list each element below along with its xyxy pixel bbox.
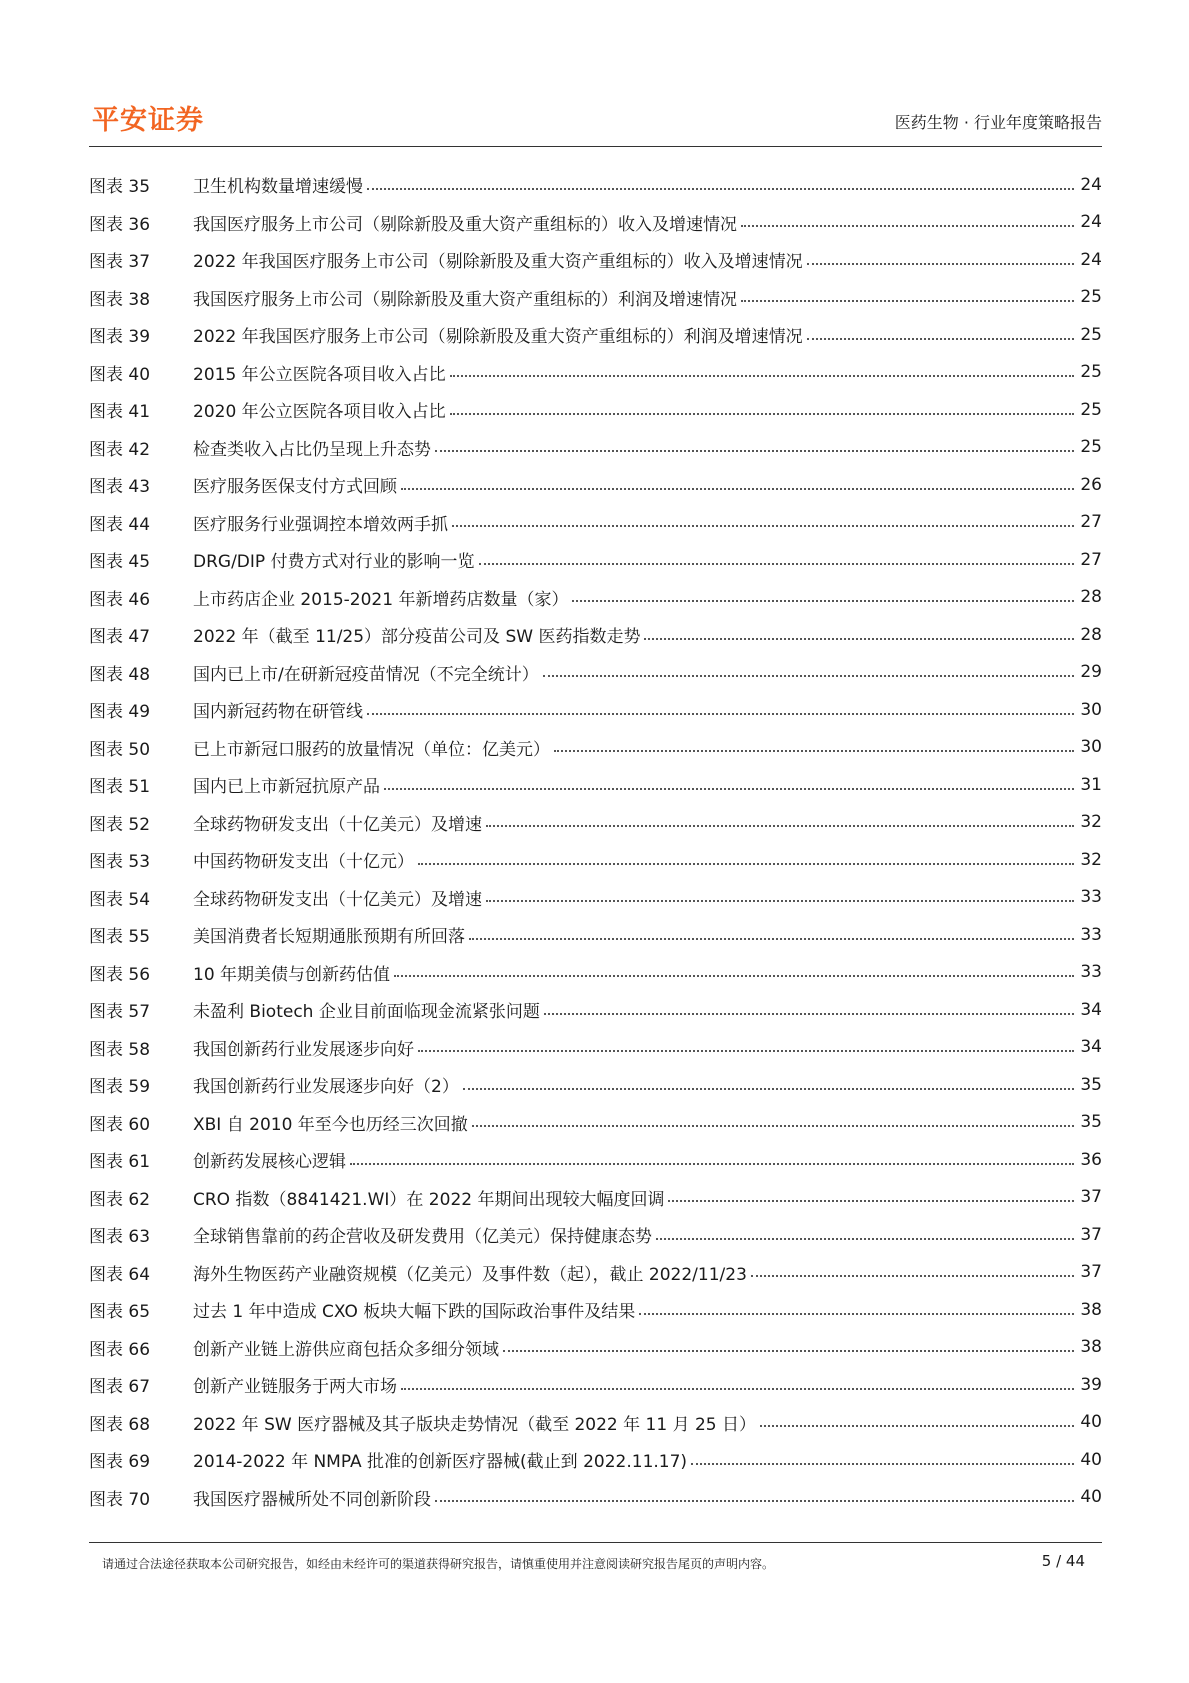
toc-dot-leader bbox=[367, 713, 1074, 715]
toc-entry-title: 医疗服务行业强调控本增效两手抓 bbox=[193, 514, 448, 535]
toc-dot-leader bbox=[656, 1238, 1074, 1240]
toc-dot-leader bbox=[543, 675, 1074, 677]
toc-entry[interactable] bbox=[89, 804, 1102, 842]
toc-entry[interactable] bbox=[89, 541, 1102, 579]
toc-entry-label: 图表 41 bbox=[89, 402, 151, 423]
toc-entry[interactable] bbox=[89, 279, 1102, 317]
toc-entry-title: DRG/DIP 付费方式对行业的影响一览 bbox=[193, 552, 475, 573]
toc-entry-label: 图表 37 bbox=[89, 252, 151, 273]
toc-dot-leader bbox=[450, 375, 1074, 377]
toc-entry-title: 我国医疗服务上市公司（剔除新股及重大资产重组标的）收入及增速情况 bbox=[193, 214, 737, 235]
toc-entry[interactable] bbox=[89, 241, 1102, 279]
toc-entry-label: 图表 35 bbox=[89, 177, 151, 198]
toc-entry-title: 国内已上市新冠抗原产品 bbox=[193, 777, 380, 798]
toc-entry-page: 31 bbox=[1080, 774, 1102, 795]
page-header bbox=[89, 98, 1102, 146]
toc-entry-page: 30 bbox=[1080, 737, 1102, 758]
toc-entry-title: 医疗服务医保支付方式回顾 bbox=[193, 477, 397, 498]
toc-entry-page: 33 bbox=[1080, 887, 1102, 908]
toc-dot-leader bbox=[691, 1463, 1074, 1465]
toc-entry[interactable] bbox=[89, 579, 1102, 617]
toc-entry[interactable] bbox=[89, 1104, 1102, 1142]
toc-entry-label: 图表 52 bbox=[89, 814, 151, 835]
toc-entry[interactable] bbox=[89, 991, 1102, 1029]
toc-dot-leader bbox=[435, 1500, 1074, 1502]
toc-entry-title: 国内已上市/在研新冠疫苗情况（不完全统计） bbox=[193, 664, 539, 685]
toc-entry-title: 国内新冠药物在研管线 bbox=[193, 702, 363, 723]
toc-entry-label: 图表 70 bbox=[89, 1489, 151, 1510]
toc-entry-page: 25 bbox=[1080, 362, 1102, 383]
toc-entry-page: 29 bbox=[1080, 662, 1102, 683]
toc-entry-title: 已上市新冠口服药的放量情况（单位：亿美元） bbox=[193, 739, 550, 760]
toc-entry-label: 图表 51 bbox=[89, 777, 151, 798]
header-divider bbox=[89, 146, 1102, 147]
toc-entry-label: 图表 63 bbox=[89, 1227, 151, 1248]
toc-entry-title: CRO 指数（8841421.WI）在 2022 年期间出现较大幅度回调 bbox=[193, 1189, 665, 1210]
toc-entry[interactable] bbox=[89, 1066, 1102, 1104]
toc-entry-title: 2015 年公立医院各项目收入占比 bbox=[193, 364, 446, 385]
toc-dot-leader bbox=[544, 1013, 1074, 1015]
toc-entry-title: 卫生机构数量增速缓慢 bbox=[193, 177, 363, 198]
toc-entry[interactable] bbox=[89, 354, 1102, 392]
toc-entry-label: 图表 43 bbox=[89, 477, 151, 498]
toc-entry[interactable] bbox=[89, 204, 1102, 242]
footer-divider bbox=[89, 1542, 1102, 1543]
toc-dot-leader bbox=[435, 450, 1074, 452]
toc-entry[interactable] bbox=[89, 1254, 1102, 1292]
toc-entry-label: 图表 38 bbox=[89, 289, 151, 310]
toc-entry-title: 全球药物研发支出（十亿美元）及增速 bbox=[193, 889, 482, 910]
toc-entry-label: 图表 67 bbox=[89, 1377, 151, 1398]
toc-dot-leader bbox=[350, 1163, 1074, 1165]
toc-entry-page: 33 bbox=[1080, 962, 1102, 983]
toc-entry-label: 图表 46 bbox=[89, 589, 151, 610]
toc-entry[interactable] bbox=[89, 729, 1102, 767]
toc-entry-title: 创新药发展核心逻辑 bbox=[193, 1152, 346, 1173]
toc-dot-leader bbox=[367, 188, 1074, 190]
toc-entry-title: 我国创新药行业发展逐步向好（2） bbox=[193, 1077, 459, 1098]
toc-entry-title: 创新产业链上游供应商包括众多细分领域 bbox=[193, 1339, 499, 1360]
toc-dot-leader bbox=[503, 1350, 1074, 1352]
toc-entry[interactable] bbox=[89, 466, 1102, 504]
toc-entry[interactable] bbox=[89, 1404, 1102, 1442]
toc-entry-label: 图表 48 bbox=[89, 664, 151, 685]
toc-dot-leader bbox=[418, 1050, 1074, 1052]
toc-entry-label: 图表 50 bbox=[89, 739, 151, 760]
toc-entry-title: XBI 自 2010 年至今也历经三次回撤 bbox=[193, 1114, 468, 1135]
toc-entry[interactable] bbox=[89, 954, 1102, 992]
toc-dot-leader bbox=[401, 488, 1074, 490]
toc-entry-title: 我国医疗器械所处不同创新阶段 bbox=[193, 1489, 431, 1510]
toc-entry[interactable] bbox=[89, 316, 1102, 354]
toc-entry-label: 图表 69 bbox=[89, 1452, 151, 1473]
toc-entry[interactable] bbox=[89, 1141, 1102, 1179]
toc-entry-title: 创新产业链服务于两大市场 bbox=[193, 1377, 397, 1398]
toc-dot-leader bbox=[807, 263, 1074, 265]
toc-entry-page: 39 bbox=[1080, 1374, 1102, 1395]
toc-entry[interactable] bbox=[89, 1479, 1102, 1517]
toc-entry-label: 图表 54 bbox=[89, 889, 151, 910]
toc-entry-page: 34 bbox=[1080, 1037, 1102, 1058]
toc-entry-page: 36 bbox=[1080, 1149, 1102, 1170]
toc-entry-page: 40 bbox=[1080, 1412, 1102, 1433]
toc-entry-title: 10 年期美债与创新药估值 bbox=[193, 964, 391, 985]
toc-dot-leader bbox=[452, 525, 1074, 527]
toc-entry[interactable] bbox=[89, 1179, 1102, 1217]
toc-entry-page: 25 bbox=[1080, 437, 1102, 458]
toc-entry[interactable] bbox=[89, 1029, 1102, 1067]
toc-entry[interactable] bbox=[89, 766, 1102, 804]
toc-entry-label: 图表 65 bbox=[89, 1302, 151, 1323]
toc-dot-leader bbox=[450, 413, 1074, 415]
toc-entry-page: 37 bbox=[1080, 1262, 1102, 1283]
toc-entry[interactable] bbox=[89, 1441, 1102, 1479]
toc-dot-leader bbox=[572, 600, 1074, 602]
toc-entry-label: 图表 40 bbox=[89, 364, 151, 385]
toc-entry-title: 过去 1 年中造成 CXO 板块大幅下跌的国际政治事件及结果 bbox=[193, 1302, 636, 1323]
toc-entry-page: 27 bbox=[1080, 549, 1102, 570]
toc-entry[interactable] bbox=[89, 691, 1102, 729]
toc-entry-page: 26 bbox=[1080, 474, 1102, 495]
toc-entry-label: 图表 56 bbox=[89, 964, 151, 985]
toc-dot-leader bbox=[807, 338, 1074, 340]
toc-entry-page: 24 bbox=[1080, 212, 1102, 233]
toc-entry-label: 图表 61 bbox=[89, 1152, 151, 1173]
toc-entry[interactable] bbox=[89, 879, 1102, 917]
toc-dot-leader bbox=[760, 1425, 1074, 1427]
toc-entry-page: 28 bbox=[1080, 587, 1102, 608]
report-title: 医药生物 · 行业年度策略报告 bbox=[894, 113, 1102, 132]
toc-dot-leader bbox=[394, 975, 1074, 977]
toc-entry-label: 图表 57 bbox=[89, 1002, 151, 1023]
toc-entry-page: 38 bbox=[1080, 1299, 1102, 1320]
toc-entry-label: 图表 45 bbox=[89, 552, 151, 573]
toc-entry-label: 图表 55 bbox=[89, 927, 151, 948]
toc-entry[interactable] bbox=[89, 1291, 1102, 1329]
toc-dot-leader bbox=[639, 1313, 1074, 1315]
toc-entry-title: 2020 年公立医院各项目收入占比 bbox=[193, 402, 446, 423]
toc-entry-page: 35 bbox=[1080, 1112, 1102, 1133]
toc-entry-title: 美国消费者长短期通胀预期有所回落 bbox=[193, 927, 465, 948]
toc-entry-page: 27 bbox=[1080, 512, 1102, 533]
toc-dot-leader bbox=[401, 1388, 1074, 1390]
toc-entry-page: 34 bbox=[1080, 999, 1102, 1020]
toc-entry-title: 中国药物研发支出（十亿元） bbox=[193, 852, 414, 873]
toc-entry-page: 24 bbox=[1080, 174, 1102, 195]
toc-entry-title: 2022 年我国医疗服务上市公司（剔除新股及重大资产重组标的）利润及增速情况 bbox=[193, 327, 803, 348]
toc-entry-title: 我国医疗服务上市公司（剔除新股及重大资产重组标的）利润及增速情况 bbox=[193, 289, 737, 310]
toc-entry-title: 检查类收入占比仍呈现上升态势 bbox=[193, 439, 431, 460]
toc-dot-leader bbox=[463, 1088, 1074, 1090]
toc-entry-label: 图表 39 bbox=[89, 327, 151, 348]
toc-entry[interactable] bbox=[89, 166, 1102, 204]
toc-entry-title: 上市药店企业 2015-2021 年新增药店数量（家） bbox=[193, 589, 569, 610]
toc-entry-page: 24 bbox=[1080, 249, 1102, 270]
toc-entry[interactable] bbox=[89, 391, 1102, 429]
toc-entry-title: 2022 年 SW 医疗器械及其子版块走势情况（截至 2022 年 11 月 25 日） bbox=[193, 1414, 757, 1435]
toc-entry-label: 图表 44 bbox=[89, 514, 151, 535]
toc-entry-label: 图表 36 bbox=[89, 214, 151, 235]
toc-entry-title: 我国创新药行业发展逐步向好 bbox=[193, 1039, 414, 1060]
toc-entry-label: 图表 59 bbox=[89, 1077, 151, 1098]
toc-entry[interactable] bbox=[89, 1329, 1102, 1367]
toc-entry-title: 2014-2022 年 NMPA 批准的创新医疗器械(截止到 2022.11.17) bbox=[193, 1452, 688, 1473]
toc-entry[interactable] bbox=[89, 504, 1102, 542]
toc-dot-leader bbox=[751, 1275, 1074, 1277]
toc-entry[interactable] bbox=[89, 841, 1102, 879]
toc-entry-page: 40 bbox=[1080, 1487, 1102, 1508]
toc-entry-page: 25 bbox=[1080, 399, 1102, 420]
toc-dot-leader bbox=[479, 563, 1074, 565]
toc-entry-label: 图表 66 bbox=[89, 1339, 151, 1360]
toc-entry-page: 40 bbox=[1080, 1449, 1102, 1470]
toc-entry-label: 图表 62 bbox=[89, 1189, 151, 1210]
toc-entry-title: 海外生物医药产业融资规模（亿美元）及事件数（起），截止 2022/11/23 bbox=[193, 1264, 747, 1285]
toc-entry-title: 2022 年我国医疗服务上市公司（剔除新股及重大资产重组标的）收入及增速情况 bbox=[193, 252, 803, 273]
toc-entry[interactable] bbox=[89, 1216, 1102, 1254]
toc-entry-label: 图表 49 bbox=[89, 702, 151, 723]
toc-entry-page: 28 bbox=[1080, 624, 1102, 645]
toc-dot-leader bbox=[472, 1125, 1074, 1127]
company-logo: 平安证券 bbox=[92, 105, 204, 136]
toc-entry-label: 图表 60 bbox=[89, 1114, 151, 1135]
toc-entry[interactable] bbox=[89, 616, 1102, 654]
toc-entry[interactable] bbox=[89, 654, 1102, 692]
toc-entry[interactable] bbox=[89, 1366, 1102, 1404]
toc-dot-leader bbox=[644, 638, 1074, 640]
toc-entry-label: 图表 53 bbox=[89, 852, 151, 873]
toc-dot-leader bbox=[668, 1200, 1074, 1202]
toc-entry-page: 32 bbox=[1080, 812, 1102, 833]
toc-entry-page: 32 bbox=[1080, 849, 1102, 870]
toc-entry-title: 未盈利 Biotech 企业目前面临现金流紧张问题 bbox=[193, 1002, 540, 1023]
toc-entry-page: 38 bbox=[1080, 1337, 1102, 1358]
toc-entry-page: 35 bbox=[1080, 1074, 1102, 1095]
toc-dot-leader bbox=[418, 863, 1074, 865]
toc-entry-label: 图表 47 bbox=[89, 627, 151, 648]
toc-dot-leader bbox=[741, 300, 1074, 302]
toc-entry-title: 全球药物研发支出（十亿美元）及增速 bbox=[193, 814, 482, 835]
toc-dot-leader bbox=[486, 825, 1074, 827]
toc-entry-page: 25 bbox=[1080, 287, 1102, 308]
toc-entry[interactable] bbox=[89, 916, 1102, 954]
toc-entry-label: 图表 68 bbox=[89, 1414, 151, 1435]
toc-entry-label: 图表 64 bbox=[89, 1264, 151, 1285]
toc-entry-page: 33 bbox=[1080, 924, 1102, 945]
toc-entry-page: 25 bbox=[1080, 324, 1102, 345]
toc-dot-leader bbox=[554, 750, 1074, 752]
toc-entry-label: 图表 58 bbox=[89, 1039, 151, 1060]
toc-entry-title: 2022 年（截至 11/25）部分疫苗公司及 SW 医药指数走势 bbox=[193, 627, 641, 648]
toc-dot-leader bbox=[384, 788, 1074, 790]
toc-dot-leader bbox=[486, 900, 1074, 902]
toc-entry-label: 图表 42 bbox=[89, 439, 151, 460]
toc-entry-title: 全球销售靠前的药企营收及研发费用（亿美元）保持健康态势 bbox=[193, 1227, 652, 1248]
toc-dot-leader bbox=[741, 225, 1074, 227]
page-number: 5 / 44 bbox=[1041, 1552, 1085, 1570]
toc-entry-page: 37 bbox=[1080, 1187, 1102, 1208]
toc-entry[interactable] bbox=[89, 429, 1102, 467]
toc-dot-leader bbox=[469, 938, 1074, 940]
figure-table-of-contents bbox=[89, 166, 1102, 1516]
toc-entry-page: 37 bbox=[1080, 1224, 1102, 1245]
toc-entry-page: 30 bbox=[1080, 699, 1102, 720]
footer-disclaimer: 请通过合法途径获取本公司研究报告，如经由未经许可的渠道获得研究报告，请慎重使用并注意阅读研究报告尾页的声明内容。 bbox=[102, 1557, 775, 1571]
